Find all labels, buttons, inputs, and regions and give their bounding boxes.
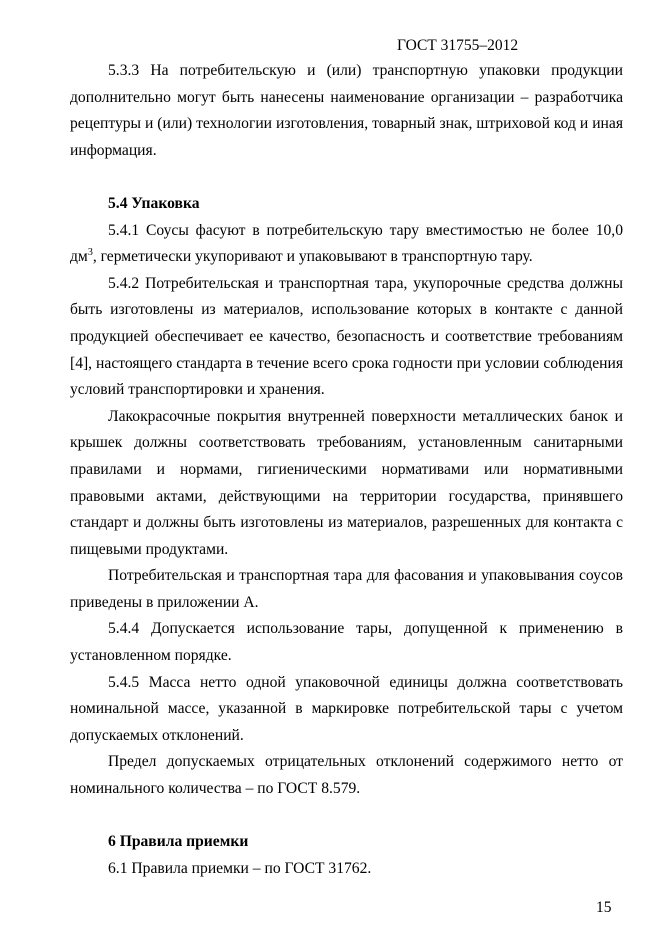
paragraph-5-4-4: 5.4.4 Допускается использование тары, допущенной к применению в установленном порядке. [70,620,623,665]
page-number: 15 [596,899,612,916]
standard-code-header: ГОСТ 31755–2012 [397,37,519,54]
paragraph-5-4-2: 5.4.2 Потребительская и транспортная тара, укупорочные средства должны быть изготовлены из материалов, использование которых в контакте с данной продукцией обеспечивает ее качество, безопасность и соответствие требованиям [4], настоящего стандарта в течение всего срока годности при условии соблюдения условий транспортировки и хранения. [70,274,623,399]
paragraph-5-4-1 [70,218,623,271]
section-spacer [70,803,623,830]
paragraph-5-3-3: 5.3.3 На потребительскую и (или) транспортную упаковки продукции дополнительно могут быть нанесены наименование организации – разработчика рецептуры и (или) технологии изготовления, товарный знак, штриховой код и иная информация. [70,62,623,159]
paragraph-deviation-limit: Предел допускаемых отрицательных отклонений содержимого нетто от номинального количества – по ГОСТ 8.579. [70,753,623,798]
paragraph-lacquer-coatings: Лакокрасочные покрытия внутренней поверхности металлических банок и крышек должны соответствовать требованиям, установленным санитарными правилами и нормами, гигиеническими нормативами или нормативными правовыми актами, действующими на территории государства, принявшего стандарт и должны быть изготовлены из материалов, разрешенных для контакта с пищевыми продуктами. [70,407,623,558]
paragraph-6-1: 6.1 Правила приемки – по ГОСТ 31762. [108,859,372,877]
paragraph-5-4-1-text: 5.4.1 Соусы фасуют в потребительскую тару вместимостью не более 10,0 дм [70,221,623,266]
unit-superscript: 3 [87,246,93,258]
paragraph-5-4-5: 5.4.5 Масса нетто одной упаковочной единицы должна соответствовать номинальной массе, указанной в маркировке потребительской тары с учетом допускаемых отклонений. [70,673,623,744]
section-heading-5-4: 5.4 Упаковка [108,194,200,212]
section-heading-6: 6 Правила приемки [108,833,249,851]
paragraph-containers-appendix: Потребительская и транспортная тара для фасования и упаковывания соусов приведены в приложении А. [70,567,623,611]
document-body [70,58,623,882]
paragraph-5-4-1-tail: , герметически укупоривают и упаковывают в транспортную тару. [92,248,533,266]
section-spacer [70,164,623,191]
